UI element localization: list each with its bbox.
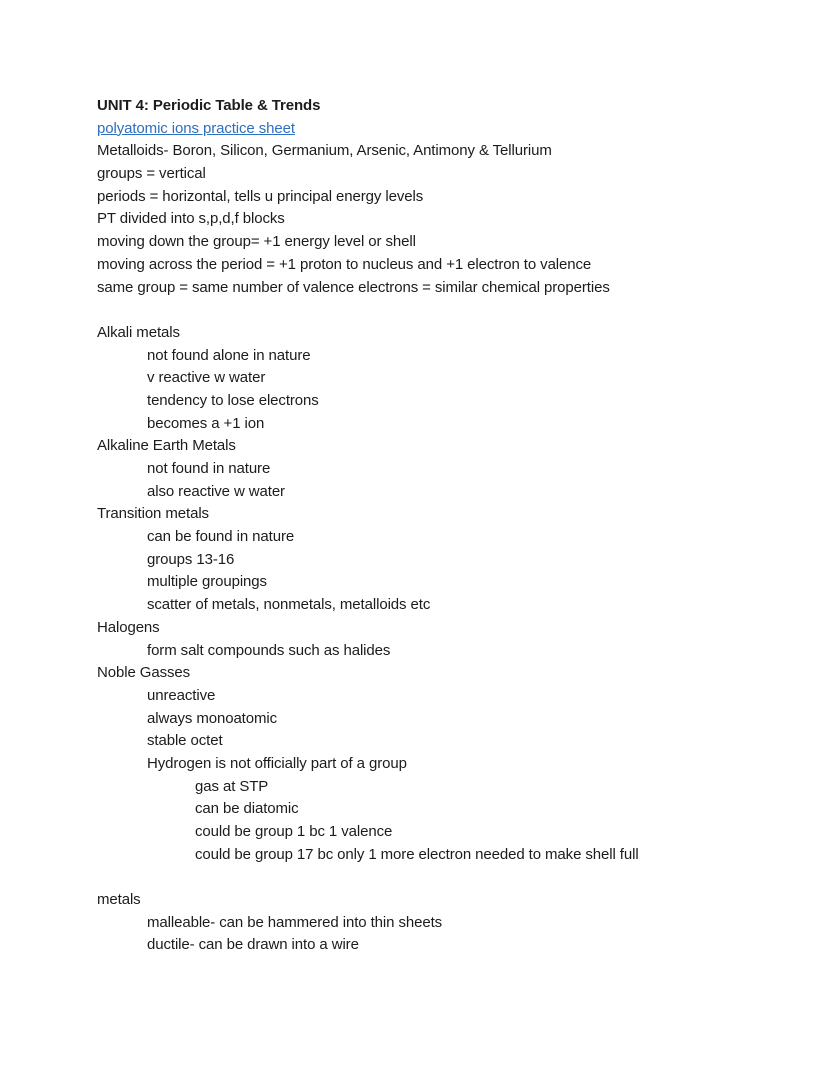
note-line: groups = vertical: [97, 165, 206, 183]
note-line: always monoatomic: [147, 709, 278, 727]
note-line: can be found in nature: [147, 528, 295, 546]
note-line: also reactive w water: [147, 482, 285, 500]
note-line: not found in nature: [147, 460, 271, 477]
note-line: multiple groupings: [147, 573, 267, 591]
note-line: moving down the group= +1 energy level or shell: [97, 233, 416, 251]
note-line: Metalloids- Boron, Silicon, Germanium, Arsenic, Antimony & Tellurium: [97, 142, 552, 160]
note-line: Alkali metals: [97, 323, 180, 341]
note-line: malleable- can be hammered into thin sheets: [147, 913, 443, 931]
note-line: Transition metals: [97, 505, 209, 523]
note-line: gas at STP: [195, 777, 269, 795]
page-title: UNIT 4: Periodic Table & Trends: [97, 97, 321, 114]
note-line: scatter of metals, nonmetals, metalloids etc: [147, 596, 431, 614]
note-line: becomes a +1 ion: [147, 414, 265, 432]
polyatomic-ions-practice-sheet-link[interactable]: polyatomic ions practice sheet: [97, 119, 295, 137]
blank-line: [97, 299, 758, 322]
note-line: v reactive w water: [147, 369, 266, 387]
note-line: groups 13-16: [147, 550, 235, 568]
note-line: moving across the period = +1 proton to nucleus and +1 electron to valence: [97, 255, 592, 273]
document-body: [97, 95, 758, 957]
note-line: could be group 1 bc 1 valence: [195, 823, 393, 840]
note-line: could be group 17 bc only 1 more electron needed to make shell full: [195, 845, 639, 863]
note-line: periods = horizontal, tells u principal energy levels: [97, 187, 424, 205]
note-line: Noble Gasses: [97, 664, 191, 682]
note-line: PT divided into s,p,d,f blocks: [97, 210, 285, 228]
note-line: can be diatomic: [195, 800, 299, 818]
blank-line: [97, 866, 758, 889]
note-line: metals: [97, 891, 141, 909]
note-line: same group = same number of valence electrons = similar chemical properties: [97, 278, 610, 296]
note-line: ductile- can be drawn into a wire: [147, 936, 359, 954]
note-line: Hydrogen is not officially part of a group: [147, 754, 407, 772]
note-line: unreactive: [147, 686, 216, 704]
note-line: Halogens: [97, 618, 160, 636]
note-line: stable octet: [147, 732, 223, 750]
note-line: form salt compounds such as halides: [147, 641, 391, 659]
note-line: tendency to lose electrons: [147, 391, 319, 409]
note-line: Alkaline Earth Metals: [97, 437, 236, 455]
note-line: not found alone in nature: [147, 346, 311, 364]
